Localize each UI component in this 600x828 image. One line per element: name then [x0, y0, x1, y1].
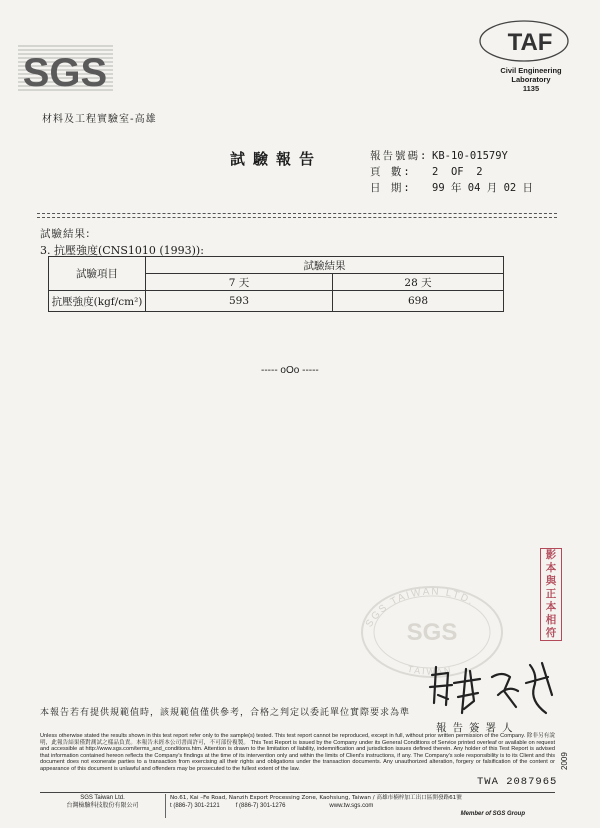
taf-line-1: Civil Engineering [500, 66, 562, 75]
taf-line-3: 1135 [522, 84, 540, 93]
taf-line-2: Laboratory [511, 75, 551, 84]
stamp-char: 符 [545, 627, 557, 639]
col-header-results: 試驗結果 [146, 257, 504, 274]
footer-company-en: SGS Taiwan Ltd. [80, 795, 125, 801]
handwritten-signature [418, 655, 568, 717]
value-28day: 698 [333, 291, 504, 312]
stamp-char: 與 [545, 575, 557, 587]
divider [37, 213, 557, 214]
end-mark: ----- oOo ----- [261, 365, 319, 376]
form-year: 2009 [560, 752, 569, 770]
copy-certification-stamp [540, 548, 562, 641]
stamp-char: 影 [545, 549, 557, 561]
footer-address: No.61, Kai –Fe Road, Nanzih Export Processing Zone, Kaohsiung, Taiwan / 高雄市楠梓加工出口區開發路61號 [170, 795, 462, 801]
results-table [48, 256, 504, 312]
footer-company-zh: 台灣檢驗科技股份有限公司 [66, 802, 139, 809]
date-label: 日 期: [370, 182, 412, 194]
seal-bottom-text: TAIWAN [406, 663, 454, 677]
report-title: 試驗報告 [230, 150, 323, 168]
stamp-char: 相 [545, 614, 557, 626]
lab-name: 材料及工程實驗室-高雄 [42, 114, 157, 125]
taf-logo-text: TAF [507, 29, 553, 56]
footer-fax: f (886-7) 301-1276 [235, 803, 286, 809]
footer [40, 794, 570, 818]
seal-center-text: SGS [406, 619, 458, 646]
seal-top-text: SGS TAIWAN LTD. [363, 586, 477, 630]
legal-notice: Unless otherwise stated the results shown in this test report refer only to the sample(s) tested. This test report cannot be reproduced, except in full, without prior written permission of the Company. 除非另有說明，此報告結果僅對測試之樣品負責。本報告未經本公司書面許可，不可部份複製。 This Test Report is issued by the Company under its General Conditions of Service printed overleaf or available on request and accessible at http://www.sgs.com/terms_and_conditions.htm. Attention is drawn to the limitation of liability, indemnification and jurisdiction issues defined therein. Any holder of this Test Report is advised that information contained hereon reflects the Company's findings at the time of its intervention only and within the limits of Client's instructions, if any. The Company's sole responsibility is to its Client and this document does not exonerate parties to a transaction from exercising all their rights and obligations under the transaction documents. Any unauthorized alteration, forgery or falsification of the content or appearance of this document is unlawful and offenders may be prosecuted to the fullest extent of the law. [40, 733, 555, 772]
report-number-value: KB-10-01579Y [432, 150, 508, 162]
table-row [49, 291, 504, 312]
footer-divider [40, 792, 555, 793]
section-heading: 3. 抗壓強度(CNS1010 (1993)): [40, 244, 204, 257]
divider [37, 217, 557, 218]
page-value: 2 OF 2 [432, 166, 483, 178]
stamp-char: 正 [545, 588, 557, 600]
col-header-28day: 28 天 [333, 274, 504, 291]
specification-disclaimer: 本報告若有提供規範值時，該規範值僅供參考，合格之判定以委託單位實際要求為準 [40, 708, 411, 718]
taf-logo [478, 18, 570, 64]
report-meta [370, 148, 533, 196]
footer-member: Member of SGS Group [460, 811, 525, 817]
footer-website: www.tw.sgs.com [329, 803, 374, 809]
table-row [49, 257, 504, 274]
footer-tel: t (886-7) 301-2121 [170, 803, 220, 809]
stamp-char: 本 [545, 562, 557, 574]
sgs-logo-text: SGS [22, 51, 108, 95]
taf-accreditation [490, 66, 572, 93]
page-label: 頁 數: [370, 166, 412, 178]
col-header-item: 試驗項目 [49, 257, 146, 291]
report-number-label: 報告號碼: [370, 150, 429, 162]
signer-label: 報告簽署人 [436, 722, 519, 734]
row-label-compressive-strength: 抗壓強度(kgf/cm²) [49, 291, 146, 312]
col-header-7day: 7 天 [146, 274, 333, 291]
sgs-logo [18, 40, 113, 100]
stamp-char: 本 [545, 601, 557, 613]
date-value: 99 年 04 月 02 日 [432, 182, 534, 194]
document-serial: TWA 2087965 [477, 776, 558, 788]
value-7day: 593 [146, 291, 333, 312]
results-heading: 試驗結果: [40, 228, 91, 240]
